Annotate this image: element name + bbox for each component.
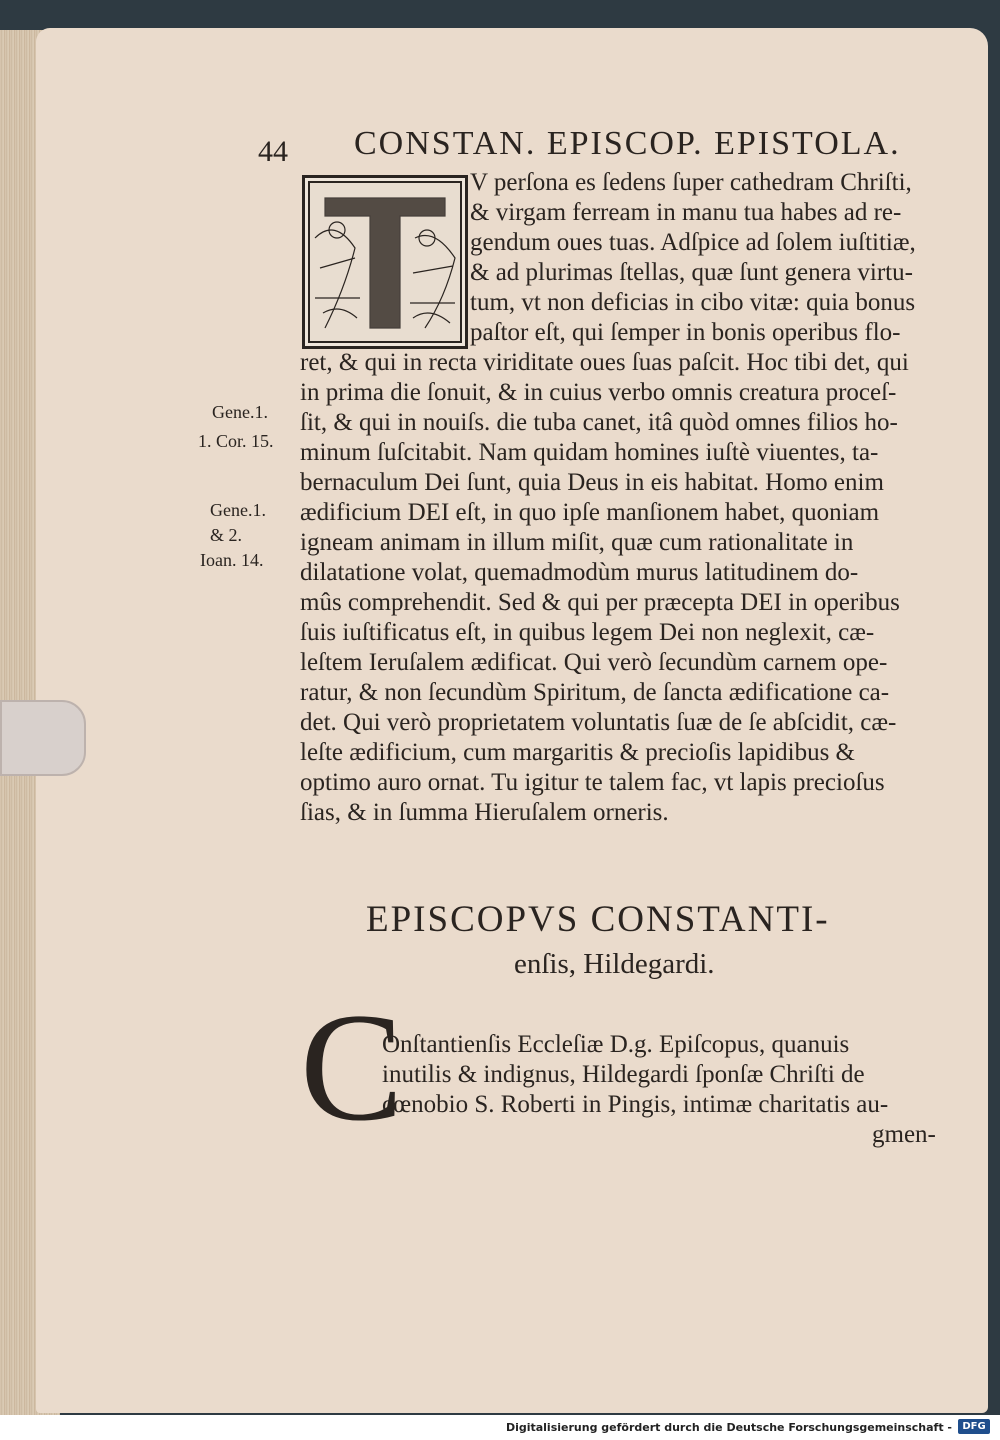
text-line: leſte ædificium, cum margaritis & precioſis lapidibus &	[300, 739, 855, 766]
text-line: paſtor eſt, qui ſemper in bonis operibus flo-	[470, 319, 901, 346]
text-line: optimo auro ornat. Tu igitur te talem fac, vt lapis precioſus	[300, 769, 885, 796]
text-line: cœnobio S. Roberti in Pingis, intimæ charitatis au-	[382, 1091, 889, 1118]
text-line: bernaculum Dei ſunt, quia Deus in eis habitat. Homo enim	[300, 469, 884, 496]
text-line: mûs comprehendit. Sed & qui per præcepta DEI in operibus	[300, 589, 900, 616]
catchword: gmen-	[872, 1121, 936, 1148]
text-line: & virgam ferream in manu tua habes ad re-	[470, 199, 902, 226]
margin-note: 1. Cor. 15.	[198, 431, 274, 451]
text-line: leſtem Ieruſalem ædificat. Qui verò ſecundùm carnem ope-	[300, 649, 888, 676]
text-line: ret, & qui in recta viriditate oues ſuas paſcit. Hoc tibi det, qui	[300, 349, 909, 376]
text-line: igneam animam in illum miſit, quæ cum rationalitate in	[300, 529, 854, 556]
margin-note: Gene.1.	[210, 500, 266, 520]
text-line: Onſtantienſis Eccleſiæ D.g. Epiſcopus, quanuis	[382, 1031, 850, 1058]
margin-note: Gene.1.	[212, 402, 268, 422]
page-clip	[0, 700, 86, 776]
text-line: ratur, & non ſecundùm Spiritum, de ſancta ædificatione ca-	[300, 679, 890, 706]
text-line: ſit, & qui in nouiſs. die tuba canet, itâ quòd omnes filios ho-	[300, 409, 898, 436]
text-line: tum, vt non deficias in cibo vitæ: quia bonus	[470, 289, 916, 316]
text-line: det. Qui verò proprietatem voluntatis ſuæ de ſe abſcidit, cæ-	[300, 709, 897, 736]
text-line: V perſona es ſedens ſuper cathedram Chriſti,	[470, 169, 912, 196]
text-line: ſias, & in ſumma Hieruſalem orneris.	[300, 799, 669, 826]
section-subtitle: enſis, Hildegardi.	[514, 948, 715, 980]
initial-c: C	[300, 981, 404, 1153]
dfg-logo: DFG	[958, 1419, 990, 1434]
text-line: ſuis iuſtificatus eſt, in quibus legem Dei non neglexit, cæ-	[300, 619, 875, 646]
text-line: gendum oues tuas. Adſpice ad ſolem iuſtitiæ,	[470, 229, 916, 256]
text-line: in prima die ſonuit, & in cuius verbo omnis creatura proceſ-	[300, 379, 897, 406]
text-line: minum ſuſcitabit. Nam quidam homines iuſtè viuentes, ta-	[300, 439, 879, 466]
page-number: 44	[258, 135, 288, 168]
text-line: ædificium DEI eſt, in quo ipſe manſionem habet, quoniam	[300, 499, 880, 526]
woodcut-initial-t	[302, 175, 468, 349]
text-line: & ad plurimas ſtellas, quæ ſunt genera virtu-	[470, 259, 913, 286]
dfg-credit: Digitalisierung gefördert durch die Deutsche Forschungsgemeinschaft -	[505, 1421, 952, 1434]
margin-note: Ioan. 14.	[200, 550, 264, 570]
running-head: CONSTAN. EPISCOP. EPISTOLA.	[354, 125, 901, 162]
footer-bar	[0, 1415, 1000, 1440]
margin-note: & 2.	[210, 525, 243, 545]
woodcut-illustration	[305, 178, 465, 346]
text-line: inutilis & indignus, Hildegardi ſponſæ Chriſti de	[382, 1061, 865, 1088]
text-line: dilatatione volat, quemadmodùm murus latitudinem do-	[300, 559, 859, 586]
section-title: EPISCOPVS CONSTANTI-	[366, 899, 830, 940]
